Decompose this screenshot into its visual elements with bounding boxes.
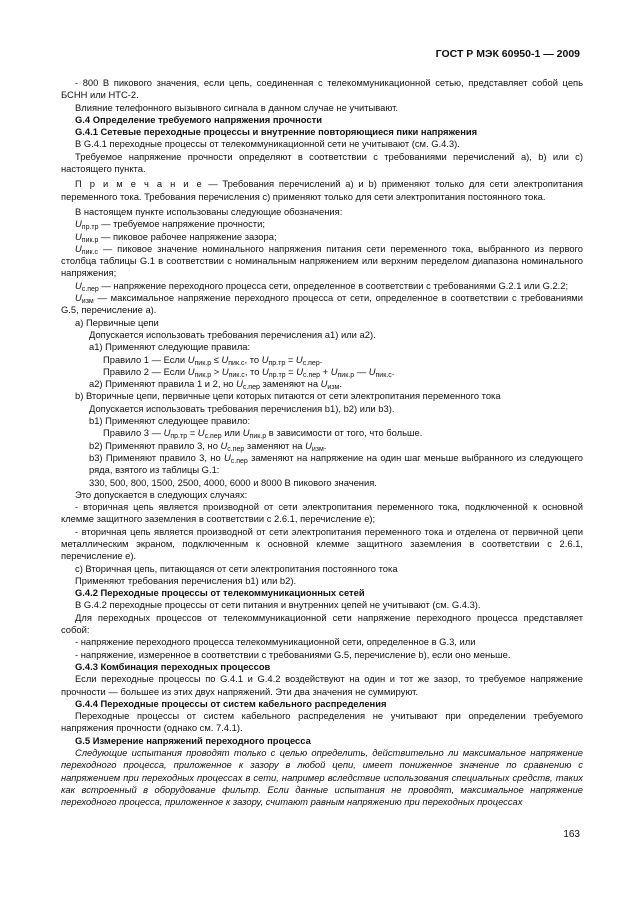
symbol-u: U xyxy=(261,353,269,365)
list-item: а) Первичные цепи xyxy=(75,316,159,328)
definition xyxy=(61,280,583,292)
paragraph: Переходные процессы от систем кабельного распределения не учитывают при определении требуемого напряжения прочности (однако см. 7.4.1). xyxy=(61,710,583,734)
operator: = xyxy=(285,365,297,377)
rule-3 xyxy=(61,427,583,439)
symbol-u: U xyxy=(75,230,82,242)
symbol-u: U xyxy=(368,365,376,377)
symbol-u: U xyxy=(163,427,171,439)
rule-text: Правило 3 — xyxy=(103,427,164,439)
rule-text: b3) Применяют правило 3, но xyxy=(89,451,224,463)
rule-text: . xyxy=(323,439,327,451)
symbol-u: U xyxy=(242,427,250,439)
symbol-u: U xyxy=(296,365,304,377)
symbol-u: U xyxy=(236,378,243,390)
document-body xyxy=(61,77,583,809)
subscript: пик.р xyxy=(194,359,212,367)
definition-text: — максимальное напряжение переходного процесса от сети, определенное в соответствии с требованиями G.5, перечисление а). xyxy=(61,292,583,316)
list-item: Применяют требования перечисления b1) или b2). xyxy=(75,574,297,586)
subscript: пик.р xyxy=(81,236,99,244)
rule-text: заменяют на xyxy=(259,378,321,390)
section-heading: G.4.2 Переходные процессы от телекоммуникационных сетей xyxy=(75,587,365,599)
list-item xyxy=(61,440,583,452)
subscript: пр.тр xyxy=(81,224,99,232)
definition-text: — требуемое напряжение прочности; xyxy=(98,218,265,230)
rule-text: заменяют на напряжение на один шаг меньше выбранного из следующего ряда, взятого из таблицы G.1: xyxy=(89,451,584,476)
subscript: изм xyxy=(311,445,324,453)
subscript: пик.с xyxy=(228,371,245,379)
paragraph: В G.4.1 переходные процессы от телекоммуникационной сети не учитывают (см. G.4.3). xyxy=(75,138,460,150)
definition xyxy=(61,231,583,243)
symbol-u: U xyxy=(221,353,229,365)
symbol-u: U xyxy=(220,439,228,451)
list-item: а1) Применяют следующие правила: xyxy=(89,341,251,353)
note-text: — Требования перечислений а) и b) применяют только для сети электропитания переменного тока. Требования перечисления с) применяют только для сети электропитания постоянного тока. xyxy=(61,178,583,202)
rule-text: в зависимости от того, что больше. xyxy=(266,427,423,439)
list-item: - напряжение, измеренное в соответствии с требованиями G.5, перечисление b), если оно меньше. xyxy=(75,648,511,660)
symbol-u: U xyxy=(221,365,229,377)
subscript: с.пер xyxy=(230,457,248,465)
symbol-u: U xyxy=(75,242,82,254)
list-item: b) Вторичные цепи, первичные цепи которых питаются от сети электропитания переменного тока xyxy=(75,390,501,402)
rule-text: . xyxy=(319,353,323,365)
rule-2 xyxy=(61,366,583,378)
list-item: Допускается использовать требования перечисления b1), b2) или b3). xyxy=(89,402,395,414)
subscript: пик.р xyxy=(337,371,355,379)
subscript: изм xyxy=(327,384,340,392)
standard-header: ГОСТ Р МЭК 60950-1 — 2009 xyxy=(435,48,580,60)
subscript: пик.р xyxy=(194,371,212,379)
subscript: с.пер xyxy=(242,384,260,392)
paragraph: Влияние телефонного вызывного сигнала в данном случае не учитывают. xyxy=(75,101,399,113)
symbol-u: U xyxy=(320,378,328,390)
note xyxy=(61,178,583,203)
operator: ≤ xyxy=(211,353,222,365)
section-heading: G.4 Определение требуемого напряжения прочности xyxy=(75,113,322,125)
list-item xyxy=(61,378,583,390)
list-item: - напряжение переходного процесса телекоммуникационной сети, определенное в G.3, или xyxy=(75,636,476,648)
rule-text: b2) Применяют правило 3, но xyxy=(89,439,221,451)
rule-text: . xyxy=(391,365,395,377)
subscript: с.пер xyxy=(81,285,99,293)
rule-text: или xyxy=(221,427,243,439)
symbol-u: U xyxy=(197,427,205,439)
operator: + xyxy=(320,365,331,377)
operator: = xyxy=(187,427,198,439)
subscript: пр.тр xyxy=(268,371,286,379)
page-number: 163 xyxy=(563,829,580,840)
symbol-u: U xyxy=(330,365,338,377)
definition-text: — напряжение переходного процесса сети, определенное в соответствии с требованиями G.2.1 или G.2.2; xyxy=(98,279,569,291)
symbol-u: U xyxy=(223,451,231,463)
section-heading: G.5 Измерение напряжений переходного процесса xyxy=(75,734,311,746)
subscript: пр.тр xyxy=(170,433,188,441)
symbol-u: U xyxy=(75,292,82,304)
section-heading: G.4.4 Переходные процессы от систем кабельного распределения xyxy=(75,697,387,709)
symbol-u: U xyxy=(305,439,312,451)
subscript: пик.р xyxy=(249,433,267,441)
voltage-series: 330, 500, 800, 1500, 2500, 4000, 6000 и 8000 В пикового значения. xyxy=(89,476,377,488)
definition-text: — пиковое значение номинального напряжения питания сети переменного тока, выбранного из первого столбца таблицы G.1 в соответствии с номинальным напряжением или верхним переделом диапазона номинального напряжения; xyxy=(61,242,583,279)
list-item xyxy=(61,452,583,477)
symbol-u: U xyxy=(75,279,82,291)
definition-text: — пиковое рабочее напряжение зазора; xyxy=(98,230,277,242)
operator: > xyxy=(211,365,222,377)
paragraph: Следующие испытания проводят только с целью определить, действительно ли максимальное напряжение переходного процесса, приложенное к зазору в любой цепи, имеет пониженное значение по сравнению с напряжением при переходных процессах в сети, например вследствие использования специальных средств, таких как встроенный в оборудование фильтр. Если данные испытания не проводят, максимальное напряжение переходного процесса, приложенное к зазору, считают равным напряжению при переходных процессах xyxy=(61,747,583,808)
paragraph: Если переходные процессы по G.4.1 и G.4.2 воздействуют на один и тот же зазор, то требуемое напряжение прочности — большее из этих двух напряжений. Эти два значения не суммируют. xyxy=(61,673,583,697)
subscript: с.пер xyxy=(204,433,222,441)
symbol-u: U xyxy=(75,218,82,230)
subscript: с.пер xyxy=(303,371,321,379)
definition xyxy=(61,292,583,317)
paragraph: В G.4.2 переходные процессы от сети питания и внутренних цепей не учитывают (см. G.4.3). xyxy=(75,599,481,611)
symbol-u: U xyxy=(187,353,195,365)
section-heading: G.4.3 Комбинация переходных процессов xyxy=(75,660,271,672)
rule-text: Правило 1 — Если xyxy=(103,353,188,365)
subscript: изм xyxy=(81,298,94,306)
subscript: пик.с xyxy=(375,371,392,379)
rule-text: . xyxy=(339,378,342,390)
symbol-u: U xyxy=(187,365,195,377)
note-label: П р и м е ч а н и е xyxy=(75,178,204,190)
rule-text: а2) Применяют правила 1 и 2, но xyxy=(89,378,237,390)
operator: = xyxy=(285,353,296,365)
list-item: - вторичная цепь является производной от сети электропитания переменного тока и отделена от первичной цепи металлическим экраном, подключенным к основной клемме защитного заземления в соответствии с 2.6.1, перечисление е). xyxy=(61,525,583,562)
subscript: пр.тр xyxy=(268,359,286,367)
paragraph: В настоящем пункте использованы следующие обозначения: xyxy=(75,205,343,217)
list-item: с) Вторичная цепь, питающаяся от сети электропитания постоянного тока xyxy=(75,562,398,574)
list-item: - вторичная цепь является производной от сети электропитания переменного тока, подключенной к основной клемме защитного заземления в соответствии с 2.6.1, перечисление е); xyxy=(61,501,583,525)
rule-1 xyxy=(61,354,583,366)
list-item: Допускается использовать требования перечисления а1) или а2). xyxy=(89,328,376,340)
subscript: пик.с xyxy=(228,359,245,367)
operator: — xyxy=(354,365,369,377)
subscript: пик.с xyxy=(81,248,98,256)
rule-text: , то xyxy=(244,353,262,365)
list-item: b1) Применяют следующее правило: xyxy=(89,415,251,427)
subscript: с.пер xyxy=(227,445,245,453)
definition xyxy=(61,218,583,230)
paragraph: Это допускается в следующих случаях: xyxy=(75,488,248,500)
rule-text: заменяют на xyxy=(244,439,306,451)
paragraph: Требуемое напряжение прочности определяют в соответствии с требованиями перечислений а), b) или с) настоящего пункта. xyxy=(61,150,583,175)
definition xyxy=(61,243,583,280)
symbol-u: U xyxy=(295,353,303,365)
symbol-u: U xyxy=(262,365,269,377)
section-heading: G.4.1 Сетевые переходные процессы и внутренние повторяющиеся пики напряжения xyxy=(75,126,478,138)
paragraph: Для переходных процессов от телекоммуникационной сети напряжение переходного процесса представляет собой: xyxy=(61,611,583,636)
rule-text: Правило 2 — Если xyxy=(103,365,188,377)
subscript: с.пер xyxy=(302,359,320,367)
paragraph: - 800 В пикового значения, если цепь, соединенная с телекоммуникационной сетью, представляет собой цепь БСНН или НТС-2. xyxy=(61,77,583,101)
rule-text: , то xyxy=(244,365,263,377)
